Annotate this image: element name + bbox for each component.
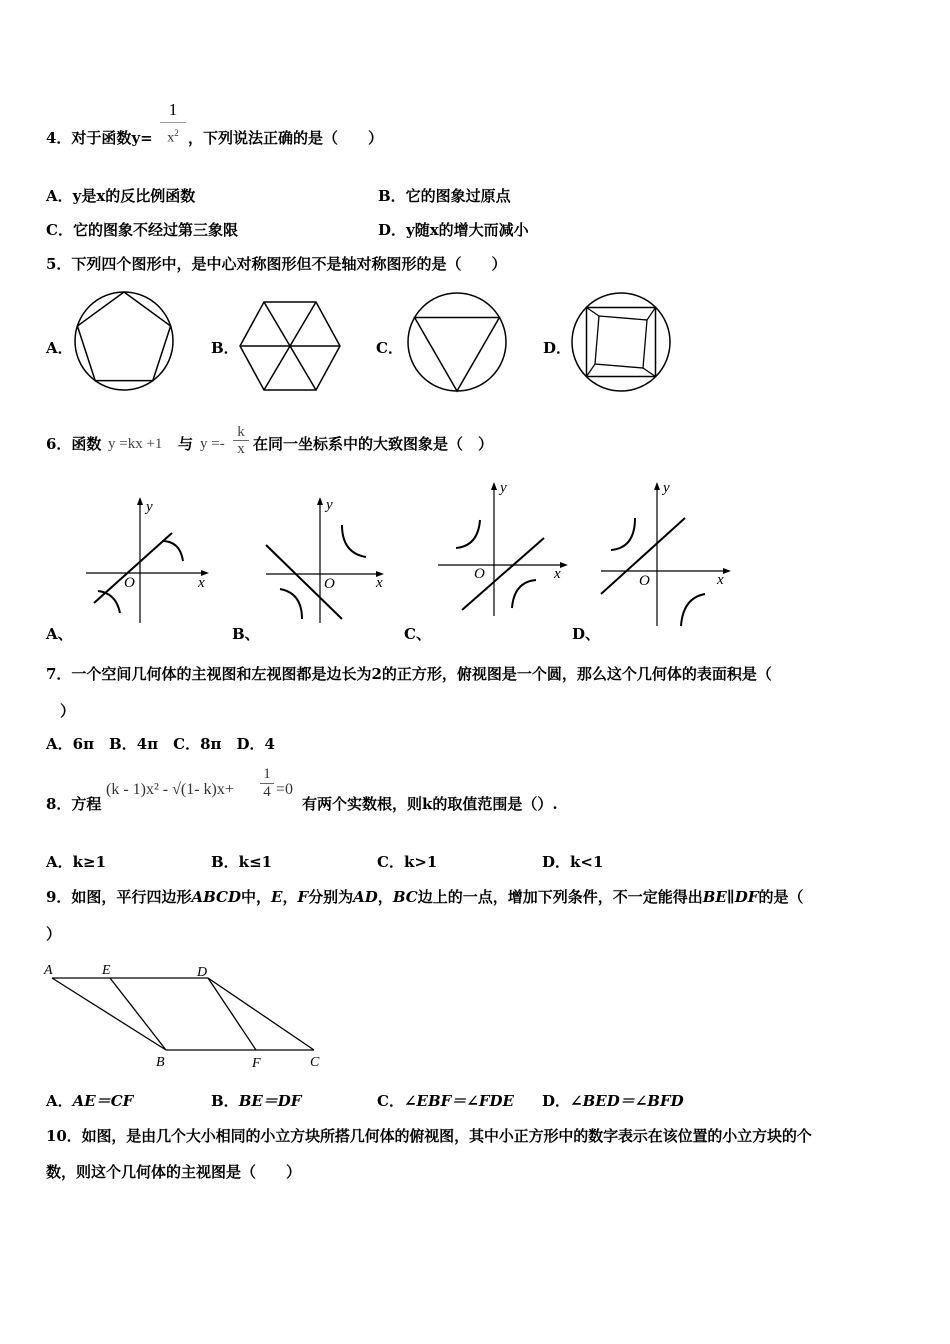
q9-fig-label-d: D <box>197 965 208 980</box>
q9-text-e: 的是（ <box>758 888 804 906</box>
q9-option-c[interactable] <box>377 1091 514 1111</box>
q6-stem-prefix: 6．函数 <box>46 435 102 453</box>
q5-figure-b-hexagon <box>238 300 342 394</box>
q9-text-d: 边上的一点，增加下列条件，不一定能得出 <box>417 888 703 906</box>
q9-fig-label-f: F <box>252 1056 261 1071</box>
q9-f: F <box>297 888 309 906</box>
q8-stem-suffix: 有两个实数根，则k的取值范围是（）. <box>302 795 558 813</box>
q6-b-axis-y: y <box>326 497 333 513</box>
q9-text-a: 9．如图，平行四边形 <box>46 888 192 906</box>
q4-frac-den: $x^2$ <box>167 128 179 146</box>
q6-formula-hyperbola: y =- <box>200 436 225 452</box>
q5-figure-c-triangle-in-circle <box>405 290 509 394</box>
q4-frac-num: 1 <box>168 100 178 119</box>
q9-comma-2: ， <box>377 888 393 906</box>
q6-graph-b <box>262 495 392 625</box>
q4-option-d[interactable]: D．y随x的增大而减小 <box>378 221 529 239</box>
q6-label-d[interactable]: D、 <box>572 625 601 643</box>
q8-stem-prefix: 8．方程 <box>46 795 102 813</box>
q9-ad: AD <box>353 888 378 906</box>
q6-frac-num: k <box>237 424 245 440</box>
q9-parallelogram-figure <box>40 960 330 1070</box>
q6-c-axis-x: x <box>554 566 561 582</box>
q9-fig-label-b: B <box>156 1055 165 1070</box>
q9-fig-label-c: C <box>310 1055 320 1070</box>
q5-figure-a-pentagon-in-circle <box>72 289 176 393</box>
q9-option-d-text: ∠BED＝∠BFD <box>570 1092 684 1110</box>
q6-formula-line: y =kx +1 <box>108 436 163 452</box>
q4-fraction <box>160 100 186 147</box>
q6-d-axis-x: x <box>717 572 724 588</box>
q9-bc: BC <box>392 888 418 906</box>
q9-comma-1: ， <box>282 888 298 906</box>
q6-d-origin: O <box>639 573 650 589</box>
q9-option-d[interactable] <box>542 1091 684 1111</box>
q9-abcd: ABCD <box>191 888 241 906</box>
q9-text-b: 中， <box>241 888 272 906</box>
q9-option-a-prefix: A． <box>46 1092 73 1110</box>
q5-label-a[interactable]: A． <box>46 339 73 357</box>
q8-frac-num: 1 <box>263 766 271 782</box>
q6-frac-k-over-x <box>233 424 249 457</box>
q6-frac-den: x <box>237 441 245 457</box>
q9-option-b[interactable] <box>211 1091 301 1111</box>
q9-text-c: 分别为 <box>308 888 354 906</box>
q8-equation: (k - 1)x² - √(1- k)x+ <box>106 781 234 798</box>
q6-c-origin: O <box>474 566 485 582</box>
q6-label-c[interactable]: C、 <box>404 625 431 643</box>
q6-graph-d <box>597 478 737 628</box>
q6-stem-mid: 与 <box>178 435 194 453</box>
q9-option-a[interactable] <box>46 1091 133 1111</box>
q9-option-b-text: BE＝DF <box>238 1092 302 1110</box>
q5-label-b[interactable]: B． <box>211 339 239 357</box>
q9-stem-line2: ） <box>46 925 62 943</box>
q8-option-b[interactable]: B．k≤1 <box>211 853 273 871</box>
q5-figure-d-squares-in-circle <box>569 290 673 394</box>
q6-d-axis-y: y <box>663 480 670 496</box>
q6-label-b[interactable]: B、 <box>232 625 260 643</box>
q6-a-axis-y: y <box>146 499 153 515</box>
q8-option-a[interactable]: A．k≥1 <box>46 853 107 871</box>
q4-option-c[interactable]: C．它的图象不经过第三象限 <box>46 221 238 239</box>
q9-fig-label-a: A <box>44 963 53 978</box>
q5-label-d[interactable]: D． <box>543 339 572 357</box>
q4-option-a[interactable]: A．y是x的反比例函数 <box>46 187 196 205</box>
q8-option-d[interactable]: D．k<1 <box>542 853 604 871</box>
q9-option-c-text: ∠EBF＝∠FDE <box>403 1092 514 1110</box>
q6-b-origin: O <box>324 576 335 592</box>
q8-frac-den: 4 <box>263 784 271 800</box>
q8-equation-end: =0 <box>276 781 294 798</box>
q10-stem-line1: 10．如图，是由几个大小相同的小立方块所搭几何体的俯视图，其中小正方形中的数字表示在该位置的小立方块的个 <box>46 1127 812 1145</box>
q5-label-c[interactable]: C． <box>376 339 403 357</box>
q9-be-parallel-df: BE∥DF <box>702 888 759 906</box>
q6-a-origin: O <box>124 575 135 591</box>
q6-graph-a <box>80 495 215 625</box>
q8-frac-quarter <box>260 766 274 801</box>
q6-a-axis-x: x <box>198 575 205 591</box>
q8-option-c[interactable]: C．k>1 <box>377 853 438 871</box>
q6-stem-suffix: 在同一坐标系中的大致图象是（ ） <box>253 435 494 453</box>
q7-stem-line1: 7．一个空间几何体的主视图和左视图都是边长为2的正方形，俯视图是一个圆，那么这个几何体的表面积是（ <box>46 665 772 683</box>
q4-stem-suffix: ，下列说法正确的是（ ） <box>188 129 384 147</box>
q4-stem-prefix: 4．对于函数y= <box>46 129 153 147</box>
q5-stem: 5．下列四个图形中，是中心对称图形但不是轴对称图形的是（ ） <box>46 255 507 273</box>
q9-option-c-prefix: C． <box>377 1092 404 1110</box>
q9-option-a-text: AE＝CF <box>72 1092 134 1110</box>
q6-label-a[interactable]: A、 <box>46 625 73 643</box>
q9-option-d-prefix: D． <box>542 1092 571 1110</box>
q4-option-b[interactable]: B．它的图象过原点 <box>378 187 511 205</box>
q9-option-b-prefix: B． <box>211 1092 239 1110</box>
q6-c-axis-y: y <box>500 480 507 496</box>
q6-b-axis-x: x <box>376 575 383 591</box>
q9-e: E <box>271 888 283 906</box>
q7-options[interactable]: A．6π B．4π C．8π D．4 <box>46 735 275 753</box>
q7-stem-line2: ） <box>60 702 76 720</box>
q10-stem-line2: 数，则这个几何体的主视图是（ ） <box>46 1163 302 1181</box>
q9-fig-label-e: E <box>102 963 111 978</box>
q9-stem-line1 <box>46 887 803 907</box>
q6-graph-c <box>434 478 574 618</box>
